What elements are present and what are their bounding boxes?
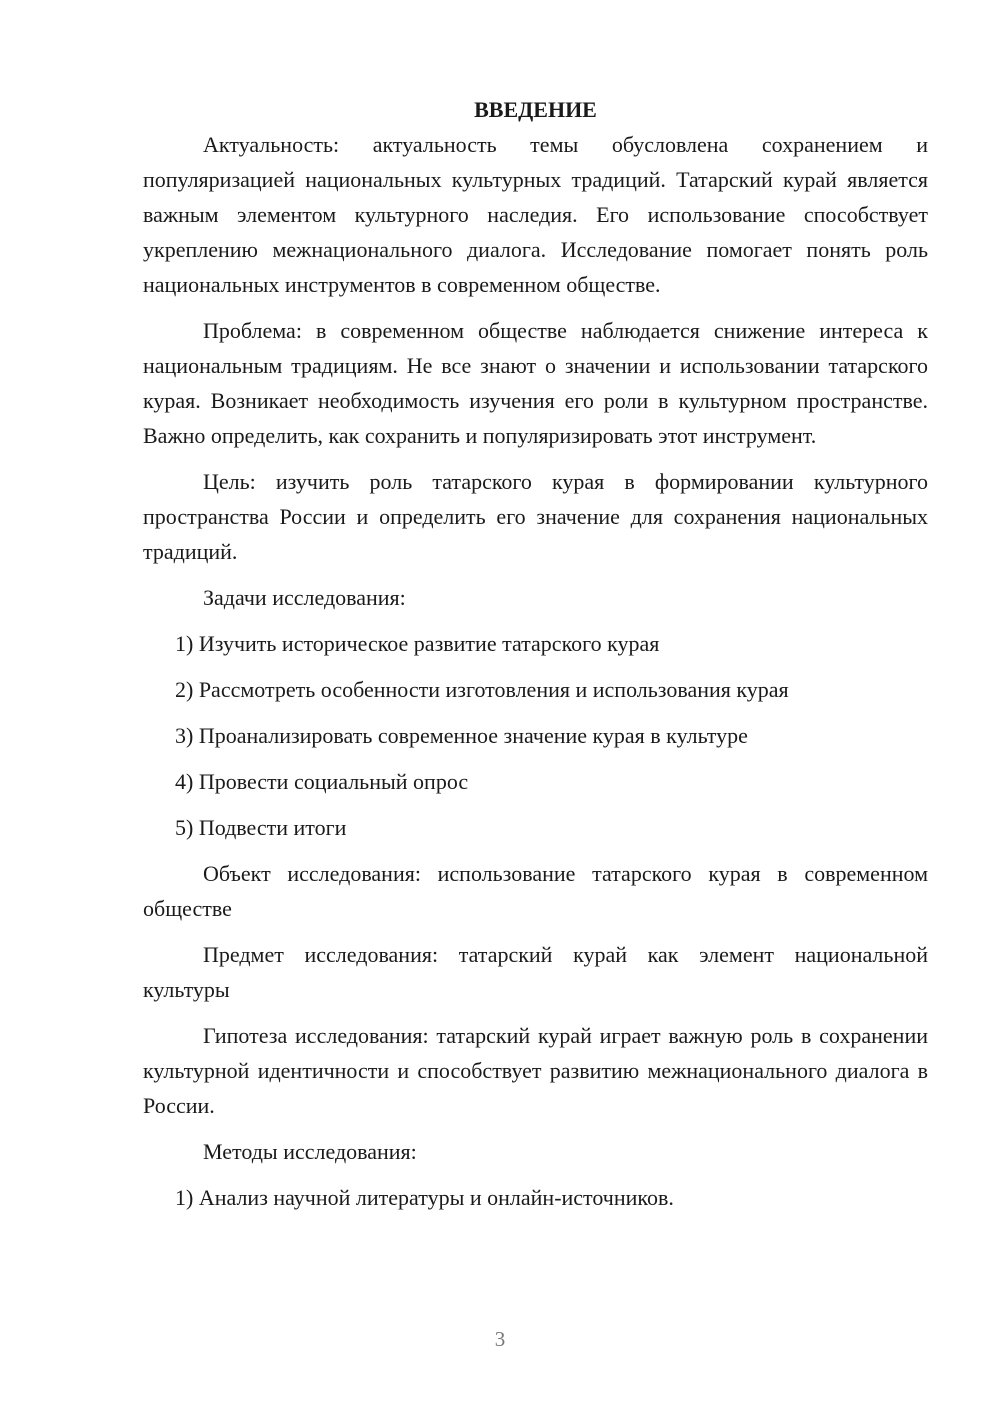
relevance-paragraph: Актуальность: актуальность темы обусловлена сохранением и популяризацией национальных культурных традиций. Татарский курай является важным элементом культурного наследия. Его использование способствует укреплению межнационального диалога. Исследование помогает понять роль национальных инструментов в современном обществе.	[143, 132, 928, 297]
methods-list	[143, 1180, 928, 1215]
problem-paragraph: Проблема: в современном обществе наблюдается снижение интереса к национальным традициям. Не все знают о значении и использовании татарского курая. Возникает необходимость изучения его роли в культурном пространстве. Важно определить, как сохранить и популяризировать этот инструмент.	[143, 318, 928, 448]
tasks-heading: Задачи исследования:	[203, 585, 406, 610]
list-item: 5) Подвести итоги	[175, 815, 347, 840]
document-page	[143, 92, 928, 1215]
methods-heading: Методы исследования:	[203, 1139, 417, 1164]
list-item: 2) Рассмотреть особенности изготовления и использования курая	[175, 677, 789, 702]
hypothesis-paragraph: Гипотеза исследования: татарский курай играет важную роль в сохранении культурной идентичности и способствует развитию межнационального диалога в России.	[143, 1023, 928, 1118]
tasks-list	[143, 626, 928, 845]
page-title: ВВЕДЕНИЕ	[474, 97, 597, 122]
list-item: 1) Анализ научной литературы и онлайн-источников.	[175, 1185, 674, 1210]
subject-paragraph: Предмет исследования: татарский курай как элемент национальной культуры	[143, 942, 928, 1002]
page-number: 3	[494, 1327, 506, 1351]
list-item: 4) Провести социальный опрос	[175, 769, 469, 794]
list-item: 1) Изучить историческое развитие татарского курая	[175, 631, 660, 656]
object-paragraph: Объект исследования: использование татарского курая в современном обществе	[143, 861, 928, 921]
goal-paragraph: Цель: изучить роль татарского курая в формировании культурного пространства России и определить его значение для сохранения национальных традиций.	[143, 469, 928, 564]
list-item: 3) Проанализировать современное значение курая в культуре	[175, 723, 748, 748]
